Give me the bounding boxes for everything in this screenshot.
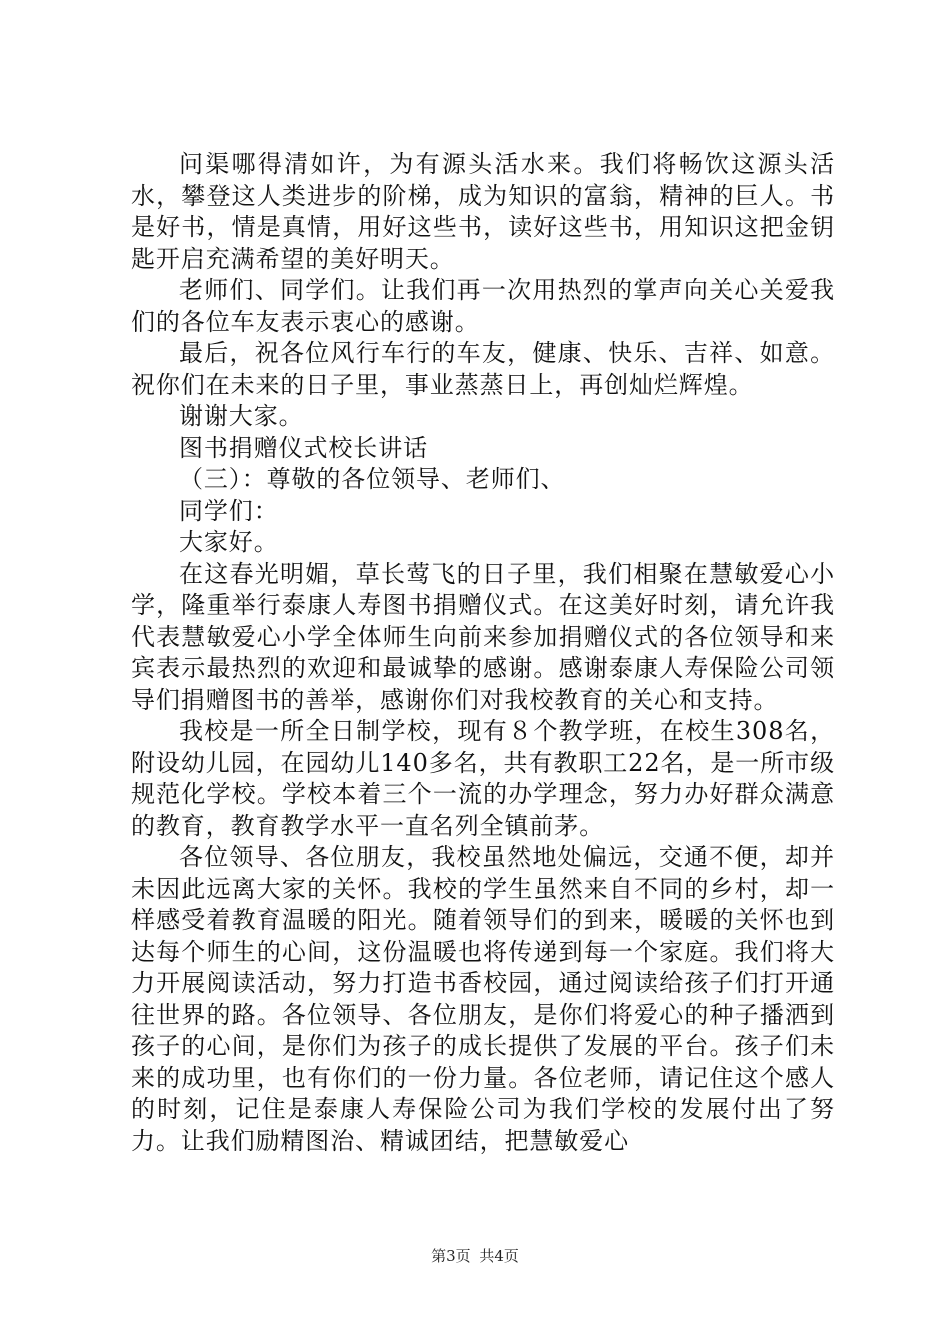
paragraph: 谢谢大家。	[179, 402, 304, 430]
paragraph: 同学们：	[179, 496, 279, 525]
paragraph: 老师们、同学们。让我们再一次用热烈的掌声向关心关爱我们的各位车友表示衷心的感谢。	[131, 276, 835, 336]
paragraph: 大家好。	[179, 528, 279, 556]
document-body	[131, 149, 835, 1157]
page-footer	[0, 1245, 950, 1266]
paragraph: 最后，祝各位风行车行的车友，健康、快乐、吉祥、如意。祝你们在未来的日子里，事业蒸蒸日上，再创灿烂辉煌。	[131, 339, 835, 399]
page-total: 共4页	[479, 1247, 519, 1265]
paragraph: 问渠哪得清如许，为有源头活水来。我们将畅饮这源头活水，攀登这人类进步的阶梯，成为知识的富翁，精神的巨人。书是好书，情是真情，用好这些书，读好这些书，用知识这把金钥匙开启充满希望的美好明天。	[131, 150, 835, 273]
page-number: 第3页	[431, 1247, 471, 1265]
paragraph: 各位领导、各位朋友，我校虽然地处偏远，交通不便，却并未因此远离大家的关怀。我校的学生虽然来自不同的乡村，却一样感受着教育温暖的阳光。随着领导们的到来，暖暖的关怀也到达每个师生的心间，这份温暖也将传递到每一个家庭。我们将大力开展阅读活动，努力打造书香校园，通过阅读给孩子们打开通往世界的路。各位领导、各位朋友，是你们将爱心的种子播洒到孩子的心间，是你们为孩子的成长提供了发展的平台。孩子们未来的成功里，也有你们的一份力量。各位老师，请记住这个感人的时刻，记住是泰康人寿保险公司为我们学校的发展付出了努力。让我们励精图治、精诚团结，把慧敏爱心	[131, 843, 835, 1155]
section-heading: 图书捐赠仪式校长讲话	[179, 433, 428, 462]
paragraph: （三）：尊敬的各位领导、老师们、	[179, 465, 566, 493]
paragraph: 在这春光明媚，草长莺飞的日子里，我们相聚在慧敏爱心小学，隆重举行泰康人寿图书捐赠仪式。在这美好时刻，请允许我代表慧敏爱心小学全体师生向前来参加捐赠仪式的各位领导和来宾表示最热烈的欢迎和最诚挚的感谢。感谢泰康人寿保险公司领导们捐赠图书的善举，感谢你们对我校教育的关心和支持。	[131, 559, 835, 714]
paragraph: 我校是一所全日制学校，现有８个教学班，在校生308名，附设幼儿园，在园幼儿140多名，共有教职工22名，是一所市级规范化学校。学校本着三个一流的办学理念，努力办好群众满意的教育，教育教学水平一直名列全镇前茅。	[131, 717, 835, 840]
